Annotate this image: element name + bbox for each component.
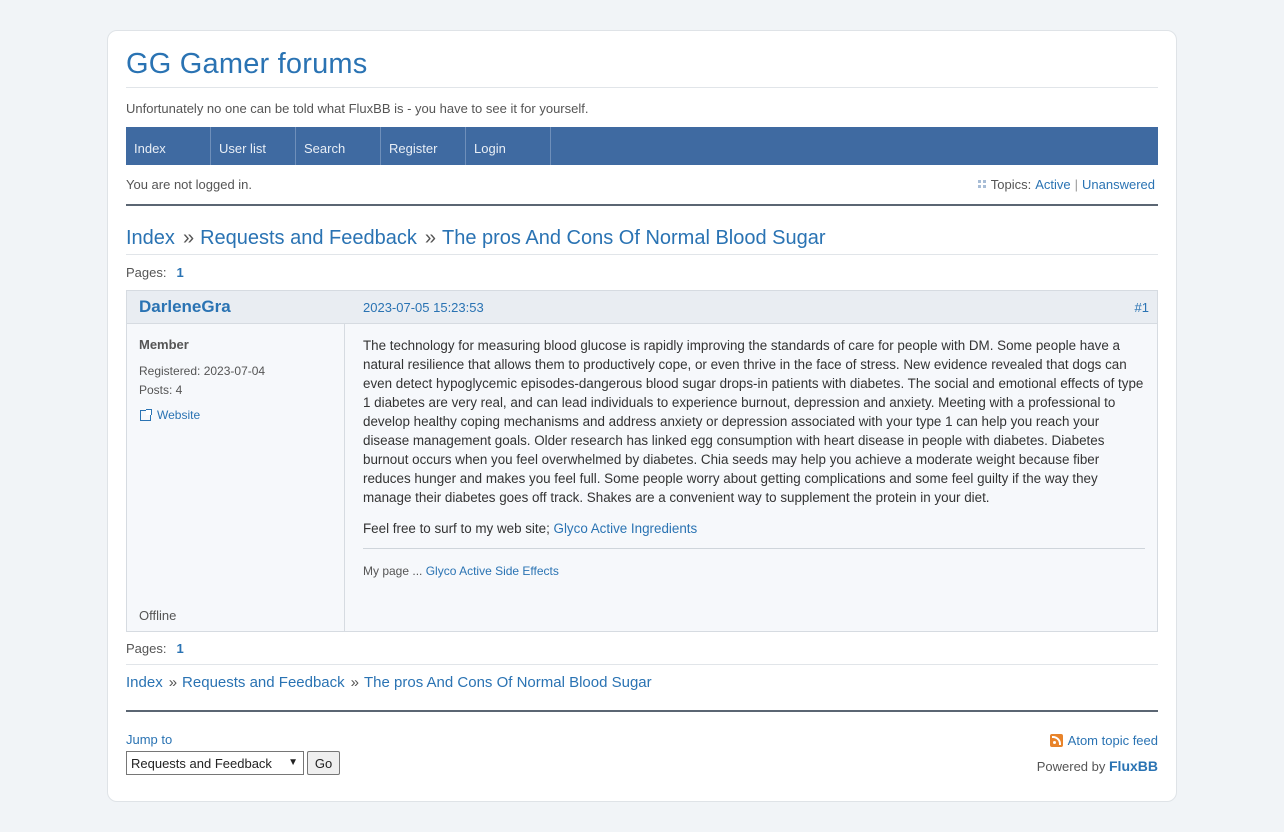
atom-feed-link[interactable]: [1050, 733, 1158, 748]
post-number-link[interactable]: #1: [1134, 300, 1149, 315]
pagination-bottom: [126, 641, 184, 656]
breadcrumb-arrow: »: [168, 674, 178, 691]
jump-to-label: Jump to: [126, 732, 173, 747]
signature: [363, 564, 1145, 578]
post-header: [127, 291, 1157, 324]
topics-links: [978, 177, 1155, 192]
nav-user-list[interactable]: User list: [211, 127, 296, 165]
breadcrumb: [126, 227, 826, 250]
pages-label: Pages:: [126, 265, 167, 280]
unanswered-topics-link[interactable]: Unanswered: [1082, 177, 1155, 192]
external-link-icon: [140, 410, 151, 421]
fluxbb-label: FluxBB: [1109, 758, 1158, 774]
user-rank: Member: [139, 337, 189, 352]
rss-feed-icon: [1050, 734, 1063, 747]
breadcrumb-index[interactable]: Index: [126, 674, 163, 691]
login-status: You are not logged in.: [126, 177, 253, 192]
breadcrumb-topic[interactable]: The pros And Cons Of Normal Blood Sugar: [364, 674, 652, 691]
signature-text: My page ...: [363, 564, 423, 578]
website-label: Website: [157, 408, 201, 422]
surf-text: Feel free to surf to my web site;: [363, 521, 550, 536]
breadcrumb-forum[interactable]: Requests and Feedback: [200, 227, 417, 249]
breadcrumb-bottom: [126, 674, 652, 691]
breadcrumb-arrow: »: [182, 227, 195, 249]
author-info: [127, 324, 345, 631]
separator: |: [1074, 177, 1078, 192]
pages-label: Pages:: [126, 641, 167, 656]
jump-to-select[interactable]: [126, 751, 304, 775]
powered-by-text: Powered by: [1036, 759, 1106, 774]
post-body: The technology for measuring blood glucose is rapidly improving the standards of care for people with DM. Some people have a natural resilience that allows them to productively cope, or even thrive in the face of stress. New evidence revealed that dogs can even detect hypoglycemic episodes-dangerous blood sugar drops-in patients with diabetes. The social and emotional effects of type 1 diabetes are very real, and can lead individuals to experience burnout, depression and anxiety. Meeting with a professional to develop healthy coping mechanisms and address anxiety or depression associated with your type 1 can help you reach your disease management goals. Older research has linked egg consumption with heart disease in people with diabetes. Diabetes burnout occurs when you feel overwhelmed by diabetes. Chia seeds may help you achieve a moderate weight because fiber reduces hunger and makes you feel full. Some people worry about getting complications and some feel guilty if the way they manage their diabetes goes off track. Shakes are a convenient way to supplement the protein in your diet.: [363, 338, 1144, 505]
nav-login[interactable]: Login: [466, 127, 551, 165]
divider: [126, 664, 1158, 665]
breadcrumb-index[interactable]: Index: [126, 227, 175, 249]
topics-label: Topics:: [990, 177, 1032, 192]
breadcrumb-forum[interactable]: Requests and Feedback: [182, 674, 345, 691]
active-topics-link[interactable]: Active: [1035, 177, 1071, 192]
post-content: [363, 324, 1145, 631]
current-page: 1: [176, 265, 184, 280]
chevron-down-icon: ▼: [288, 757, 298, 768]
registered-date: Registered: 2023-07-04: [139, 364, 266, 378]
powered-by: [1037, 758, 1158, 774]
website-link[interactable]: [140, 408, 200, 422]
breadcrumb-topic[interactable]: The pros And Cons Of Normal Blood Sugar: [442, 227, 826, 249]
breadcrumb-arrow: »: [350, 674, 359, 691]
online-status: Offline: [139, 608, 177, 623]
post-author[interactable]: DarleneGra: [139, 297, 231, 316]
signature-divider: [363, 548, 1145, 549]
divider: [126, 710, 1158, 712]
nav-search[interactable]: Search: [296, 127, 381, 165]
post: [126, 290, 1158, 632]
forum-title[interactable]: GG Gamer forums: [126, 48, 368, 80]
go-button[interactable]: Go: [307, 751, 340, 775]
grid-icon: [978, 180, 987, 189]
divider: [126, 254, 1158, 255]
page-container: [107, 30, 1177, 802]
fluxbb-link[interactable]: [1109, 759, 1158, 774]
post-footer-line: [363, 521, 1145, 536]
status-bar: [126, 176, 1158, 206]
glyco-ingredients-link[interactable]: Glyco Active Ingredients: [553, 521, 698, 536]
forum-description: Unfortunately no one can be told what FluxBB is - you have to see it for yourself.: [126, 101, 589, 116]
nav-register[interactable]: Register: [381, 127, 466, 165]
post-date-link[interactable]: 2023-07-05 15:23:53: [363, 300, 484, 315]
glyco-side-effects-link[interactable]: Glyco Active Side Effects: [425, 564, 559, 578]
breadcrumb-arrow: »: [424, 227, 436, 249]
post-count: Posts: 4: [139, 383, 183, 397]
jump-to-selected: Requests and Feedback: [131, 756, 272, 771]
pagination-top: [126, 265, 184, 280]
current-page: 1: [176, 641, 184, 656]
feed-label: Atom topic feed: [1067, 733, 1158, 748]
nav-index[interactable]: Index: [126, 127, 211, 165]
main-nav: [126, 127, 1158, 165]
divider: [126, 87, 1158, 88]
